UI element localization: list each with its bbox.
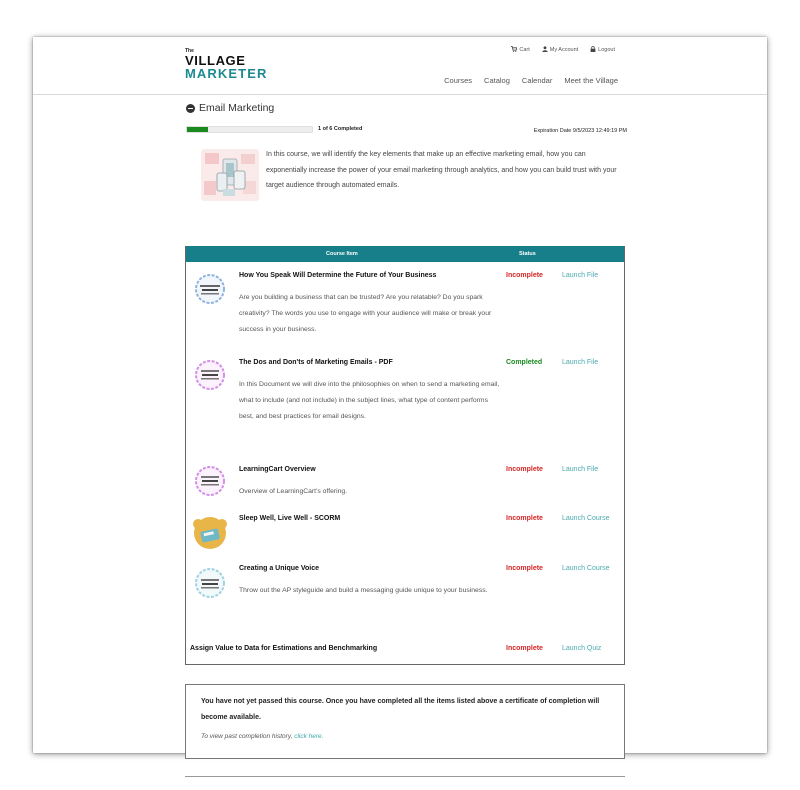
cart-link[interactable] <box>511 46 529 54</box>
table-row <box>186 508 624 556</box>
item-title[interactable]: How You Speak Will Determine the Future of Your Business <box>239 272 437 279</box>
logout-link[interactable] <box>590 46 615 54</box>
item-description: Throw out the AP styleguide and build a messaging guide unique to your business. <box>239 587 488 594</box>
table-row <box>186 558 624 628</box>
launch-file-link[interactable]: Launch File <box>562 359 599 366</box>
logo-marketer: MARKETER <box>185 66 268 81</box>
status-badge: Incomplete <box>506 645 543 652</box>
nav-courses[interactable]: Courses <box>444 76 473 85</box>
status-badge: Incomplete <box>506 272 543 279</box>
collapse-icon <box>186 104 195 113</box>
item-thumbnail <box>189 564 231 602</box>
course-items-table <box>185 246 625 665</box>
launch-file-link[interactable]: Launch File <box>562 272 599 279</box>
logo-village: VILLAGE <box>185 53 246 68</box>
status-badge: Completed <box>506 359 543 366</box>
course-title: Email Marketing <box>199 102 275 114</box>
table-row <box>186 351 624 457</box>
lock-icon <box>590 46 596 54</box>
course-description: In this course, we will identify the key elements that make up an effective marketing email, how you can exponentially increase the power of your email marketing through analytics, and how you can build trust with your target audience through automated emails. <box>266 151 617 189</box>
history-prefix: To view past completion history, <box>201 733 295 740</box>
item-thumbnail <box>189 514 231 552</box>
logout-label: Logout <box>598 47 615 53</box>
item-title[interactable]: The Dos and Don'ts of Marketing Emails - PDF <box>239 359 393 366</box>
site-logo[interactable] <box>185 48 267 80</box>
table-row <box>186 638 624 662</box>
logo-the: The <box>185 48 194 54</box>
table-header <box>186 246 624 262</box>
progress-label: 1 of 6 Completed <box>318 126 363 132</box>
item-description: Are you building a business that can be trusted? Are you relatable? Do you spark creativity? The words you use to engage with your audience will make or break your success in your business. <box>239 294 492 333</box>
page-frame <box>33 37 767 753</box>
item-title[interactable]: Creating a Unique Voice <box>239 565 319 572</box>
launch-course-link[interactable]: Launch Course <box>562 565 610 572</box>
progress-bar <box>186 126 313 133</box>
cart-icon <box>511 46 517 54</box>
history-link[interactable]: click here. <box>294 733 324 740</box>
item-thumbnail <box>189 462 231 500</box>
main-nav <box>444 76 618 85</box>
certificate-notice <box>185 684 625 759</box>
status-badge: Incomplete <box>506 565 543 572</box>
course-title-toggle[interactable] <box>186 102 274 114</box>
item-title[interactable]: LearningCart Overview <box>239 466 316 473</box>
course-thumbnail <box>199 145 261 205</box>
nav-calendar[interactable]: Calendar <box>521 76 553 85</box>
progress-fill <box>187 127 208 132</box>
site-header <box>33 37 767 95</box>
my-account-label: My Account <box>549 47 579 53</box>
launch-course-link[interactable]: Launch Course <box>562 515 610 522</box>
nav-catalog[interactable]: Catalog <box>484 76 510 85</box>
column-course-item: Course Item <box>326 251 358 257</box>
notice-text: You have not yet passed this course. Once you have completed all the items listed above a certificate of completion will become available. <box>201 698 600 721</box>
item-title[interactable]: Sleep Well, Live Well - SCORM <box>239 515 341 522</box>
history-line <box>201 733 323 740</box>
item-description: In this Document we will dive into the philosophies on when to send a marketing email, what to include (and not include) in the subject lines, what type of content performs best, and best practices for email designs. <box>239 381 500 420</box>
column-status: Status <box>519 251 536 257</box>
expiration-date: Expiration Date 9/5/2023 12:49:19 PM <box>533 128 627 134</box>
status-badge: Incomplete <box>506 466 543 473</box>
divider <box>185 776 625 777</box>
launch-quiz-link[interactable]: Launch Quiz <box>562 645 602 652</box>
nav-meet-the-village[interactable]: Meet the Village <box>564 76 618 85</box>
table-row <box>186 262 624 350</box>
item-title[interactable]: Assign Value to Data for Estimations and Benchmarking <box>190 645 378 652</box>
cart-label: Cart <box>519 47 530 53</box>
table-row <box>186 458 624 506</box>
my-account-link[interactable] <box>542 46 578 54</box>
item-thumbnail <box>189 270 231 308</box>
status-badge: Incomplete <box>506 515 543 522</box>
user-icon <box>542 46 548 54</box>
item-description: Overview of LearningCart's offering. <box>239 488 348 495</box>
utility-nav <box>511 46 615 54</box>
launch-file-link[interactable]: Launch File <box>562 466 599 473</box>
item-thumbnail <box>189 356 231 394</box>
